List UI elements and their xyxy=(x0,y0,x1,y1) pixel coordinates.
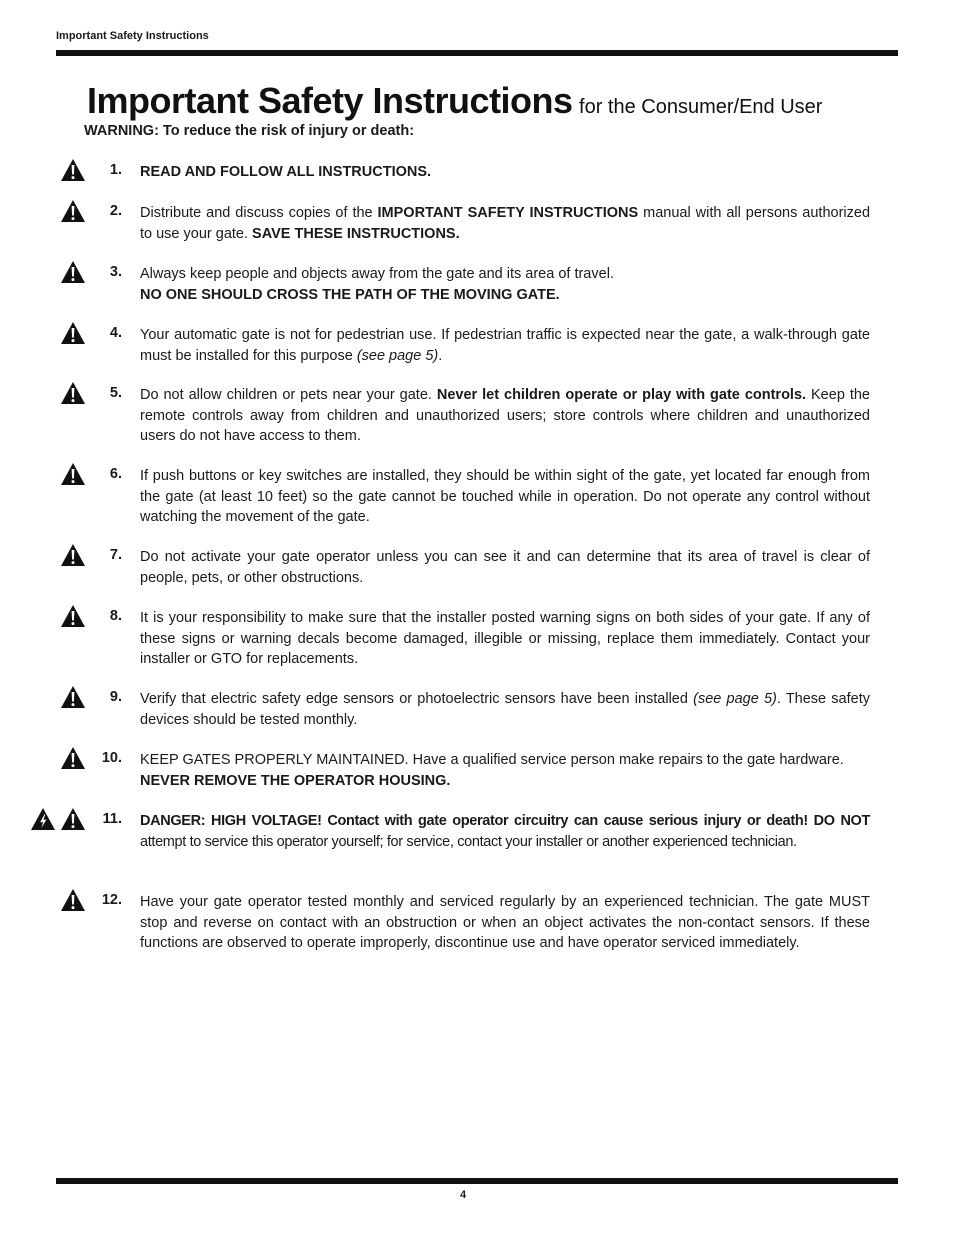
text-run: Verify that electric safety edge sensors or photoelectric sensors have been installed xyxy=(140,691,694,707)
item-number: 10. xyxy=(101,750,122,766)
item-number: 8. xyxy=(109,608,122,624)
text-run: If push buttons or key switches are installed, they should be within sight of the gate, yet located far enough from the gate (at least 10 feet) so the gate cannot be touched while in operation. Do not operate any control without watching the movement of the gate. xyxy=(140,468,870,525)
item-text xyxy=(140,203,870,244)
item-number: 11. xyxy=(102,811,122,827)
item-text xyxy=(140,892,870,954)
item-text xyxy=(140,750,870,791)
item-number: 1. xyxy=(109,162,122,178)
item-number: 2. xyxy=(109,203,122,219)
title-main: Important Safety Instructions xyxy=(87,80,573,121)
text-run: Do not allow children or pets near your gate. xyxy=(140,387,437,403)
text-run: (see page 5) xyxy=(356,347,439,364)
text-run: It is your responsibility to make sure that the installer posted warning signs on both sides of your gate. If any of these signs or warning decals become damaged, illegible or missing, replace them immediately. Contact your installer or GTO for replacements. xyxy=(140,610,870,667)
text-run: Do not activate your gate operator unless you can see it and can determine that its area of travel is clear of people, pets, or other obstructions. xyxy=(140,549,870,586)
item-number: 3. xyxy=(109,264,122,280)
text-run: READ AND FOLLOW ALL INSTRUCTIONS. xyxy=(140,164,432,180)
text-run: Never let children operate or play with gate controls. xyxy=(436,387,807,403)
item-number: 9. xyxy=(109,689,122,705)
page-title xyxy=(87,80,822,122)
text-run: attempt to service this operator yourself; for service, contact your installer or another experienced technician. xyxy=(140,833,797,850)
item-text xyxy=(140,385,870,447)
text-run: Keep the remote controls away from children and unauthorized users; store controls where children and unauthorized users do not have access to them. xyxy=(140,387,870,444)
warning-triangle-icon xyxy=(60,381,86,405)
item-number: 5. xyxy=(109,385,122,401)
item-text xyxy=(140,547,870,588)
item-number: 7. xyxy=(109,547,122,563)
item-text xyxy=(140,608,870,670)
text-run: manual with all persons authorized to use your gate. xyxy=(140,205,871,242)
text-run: KEEP GATES PROPERLY MAINTAINED. Have a qualified service person make repairs to the gate hardware. xyxy=(140,752,844,768)
running-header: Important Safety Instructions xyxy=(56,30,209,42)
warning-triangle-icon xyxy=(60,746,86,770)
warning-triangle-icon xyxy=(60,199,86,223)
warning-triangle-icon xyxy=(60,158,86,182)
item-text xyxy=(140,466,870,528)
text-run: Always keep people and objects away from the gate and its area of travel. xyxy=(140,266,614,282)
item-text xyxy=(140,811,870,852)
bottom-rule xyxy=(56,1178,898,1184)
text-run: Your automatic gate is not for pedestrian use. If pedestrian traffic is expected near the gate, a walk-through gate must be installed for this purpose xyxy=(140,327,870,364)
text-run: IMPORTANT SAFETY INSTRUCTIONS xyxy=(377,205,639,221)
text-run: . xyxy=(438,347,443,364)
warning-triangle-icon xyxy=(60,543,86,567)
warning-triangle-icon xyxy=(60,685,86,709)
item-text xyxy=(140,264,870,305)
item-text xyxy=(140,162,870,183)
page-number: 4 xyxy=(459,1189,467,1201)
text-run: NEVER REMOVE THE OPERATOR HOUSING. xyxy=(140,772,451,789)
text-run: DANGER: HIGH VOLTAGE! Contact with gate operator circuitry can cause serious injury or death! DO NOT xyxy=(140,813,870,829)
warning-triangle-icon xyxy=(60,807,86,831)
warning-triangle-icon xyxy=(60,604,86,628)
item-number: 6. xyxy=(109,466,122,482)
item-number: 4. xyxy=(109,325,122,341)
high-voltage-icon xyxy=(30,807,56,831)
text-run: SAVE THESE INSTRUCTIONS. xyxy=(252,225,460,242)
warning-triangle-icon xyxy=(60,888,86,912)
text-run: NO ONE SHOULD CROSS THE PATH OF THE MOVING GATE. xyxy=(140,286,560,303)
title-sub: for the Consumer/End User xyxy=(579,96,823,118)
warning-triangle-icon xyxy=(60,260,86,284)
item-text xyxy=(140,689,870,730)
item-number: 12. xyxy=(101,892,122,908)
text-run: Have your gate operator tested monthly and serviced regularly by an experienced technician. The gate MUST stop and reverse on contact with an obstruction or when an object activates the non-contact sensors. If these functions are observed to operate improperly, discontinue use and have operator serviced immediately. xyxy=(140,894,870,951)
text-run: (see page 5) xyxy=(693,691,777,707)
warning-heading: WARNING: To reduce the risk of injury or death: xyxy=(84,123,415,139)
text-run: . These safety devices should be tested monthly. xyxy=(140,691,870,728)
item-text xyxy=(140,325,870,366)
top-rule xyxy=(56,50,898,56)
text-run: Distribute and discuss copies of the xyxy=(140,205,378,221)
warning-triangle-icon xyxy=(60,462,86,486)
warning-triangle-icon xyxy=(60,321,86,345)
